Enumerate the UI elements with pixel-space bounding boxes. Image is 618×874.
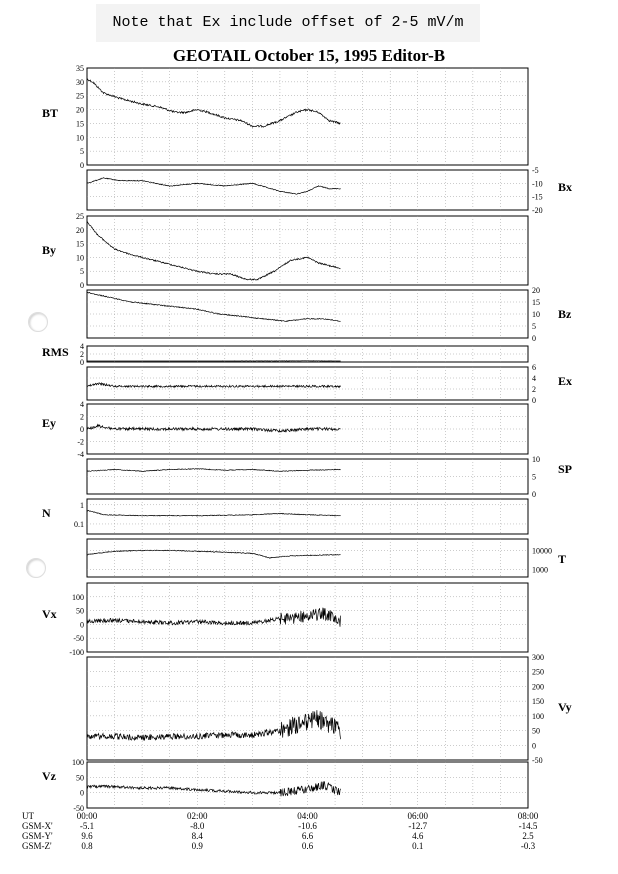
tick-label-vx: 100 [72,592,84,602]
tick-label-ey: -4 [77,450,84,459]
tick-label-by: 25 [76,212,84,221]
tick-label-sp: 5 [532,472,536,482]
tick-label-vz: 100 [72,758,84,767]
panel-label-t: T [558,552,567,566]
ephemeris-row-label: GSM-Z' [22,841,52,851]
ephemeris-value: 08:00 [517,811,539,821]
tick-label-by: 10 [76,253,84,263]
tick-label-by: 15 [76,239,84,249]
ephemeris-value: 4.6 [412,831,424,841]
tick-label-bt: 15 [76,119,84,129]
tick-label-by: 0 [80,281,84,290]
ephemeris-value: -12.7 [408,821,428,831]
panel-frame-ex [87,367,528,400]
panel-label-sp: SP [558,462,573,476]
panel-label-rms: RMS [42,345,69,359]
tick-label-ex: 4 [532,374,536,383]
tick-label-t: 10000 [532,546,552,556]
panel-label-vy: Vy [558,700,572,714]
series-line-bz [87,292,341,321]
tick-label-rms: 0 [80,358,84,367]
tick-label-sp: 0 [532,490,536,499]
panel-label-by: By [42,243,57,257]
tick-label-by: 20 [76,225,84,235]
ephemeris-value: -10.6 [298,821,317,831]
series-line-ey [87,425,341,432]
tick-label-ey: 2 [80,412,84,422]
ephemeris-value: 6.6 [301,831,314,841]
tick-label-vz: 50 [76,773,84,783]
tick-label-ex: 2 [532,385,536,394]
tick-label-t: 1000 [532,565,548,575]
tick-label-vy: -50 [532,756,543,765]
tick-label-bt: 0 [80,161,84,170]
tick-label-sp: 10 [532,455,540,464]
ephemeris-value: 0.1 [412,841,424,851]
offset-note: Note that Ex include offset of 2-5 mV/m [96,4,480,42]
tick-label-vy: 200 [532,682,544,692]
tick-label-bx: -10 [532,179,543,189]
tick-label-vz: 0 [80,788,84,798]
tick-label-vy: 0 [532,741,536,751]
ephemeris-value: 8.4 [191,831,203,841]
ephemeris-value: -8.0 [190,821,205,831]
ephemeris-value: 02:00 [186,811,208,821]
tick-label-bz: 5 [532,322,536,331]
panel-label-n: N [42,506,51,520]
tick-label-vy: 300 [532,653,544,662]
tick-label-bz: 15 [532,298,540,307]
tick-label-bz: 20 [532,286,540,295]
panel-label-vz: Vz [42,769,56,783]
panel-label-vx: Vx [42,607,57,621]
ephemeris-value: 2.5 [522,831,534,841]
series-line-bx [87,178,341,195]
tick-label-bx: -5 [532,166,539,175]
ephemeris-row-label: GSM-X' [22,821,53,831]
panel-frame-n [87,499,528,534]
tick-label-ey: 0 [80,425,84,434]
tick-label-n: 0.1 [74,519,84,529]
tick-label-bx: -15 [532,192,543,202]
ephemeris-value: 0.8 [81,841,93,851]
tick-label-bt: 35 [76,64,84,73]
tick-label-bt: 30 [76,77,84,87]
tick-label-bt: 5 [80,147,84,157]
panel-label-bt: BT [42,106,59,120]
chart-title: GEOTAIL October 15, 1995 Editor-B [172,46,446,65]
tick-label-bz: 0 [532,334,536,343]
ephemeris-value: 0.9 [191,841,203,851]
ephemeris-row-label: GSM-Y' [22,831,53,841]
tick-label-ex: 6 [532,363,536,372]
series-line-vy [87,710,341,741]
tick-label-bt: 10 [76,133,84,143]
tick-label-bt: 20 [76,105,84,115]
ephemeris-value: 06:00 [407,811,429,821]
ephemeris-value: 00:00 [76,811,98,821]
tick-label-vy: 150 [532,697,544,707]
series-line-n [87,510,341,516]
tick-label-ex: 0 [532,396,536,405]
tick-label-bt: 25 [76,91,84,101]
series-line-sp [87,469,341,472]
ephemeris-row-label: UT [22,811,34,821]
tick-label-rms: 2 [80,350,84,359]
ephemeris-value: 0.6 [301,841,314,851]
panel-label-bz: Bz [558,307,572,321]
tick-label-vx: 50 [76,606,84,616]
series-line-t [87,550,341,558]
tick-label-vx: -100 [69,648,84,657]
tick-label-vy: 250 [532,667,544,677]
series-line-ex [87,383,341,388]
panel-frame-by [87,216,528,285]
ephemeris-value: -0.3 [520,841,536,851]
tick-label-by: 5 [80,267,84,277]
series-line-vz [87,781,341,796]
ephemeris-value: 04:00 [297,811,318,821]
panel-label-bx: Bx [558,180,573,194]
tick-label-rms: 4 [80,342,84,351]
ephemeris-value: -5.1 [79,821,95,831]
ephemeris-value: 9.6 [81,831,93,841]
tick-label-bz: 10 [532,310,540,319]
tick-label-bx: -20 [532,206,543,215]
ephemeris-value: -14.5 [518,821,538,831]
panel-label-ey: Ey [42,416,57,430]
tick-label-vy: 50 [532,726,540,736]
tick-label-vz: -50 [73,804,84,813]
tick-label-vy: 100 [532,711,544,721]
tick-label-vx: 0 [80,620,84,630]
tick-label-ey: -2 [77,437,84,447]
tick-label-ey: 4 [80,400,84,409]
tick-label-n: 1 [80,500,84,510]
series-line-bt [87,79,341,127]
tick-label-vx: -50 [73,634,84,644]
panel-label-ex: Ex [558,374,573,388]
